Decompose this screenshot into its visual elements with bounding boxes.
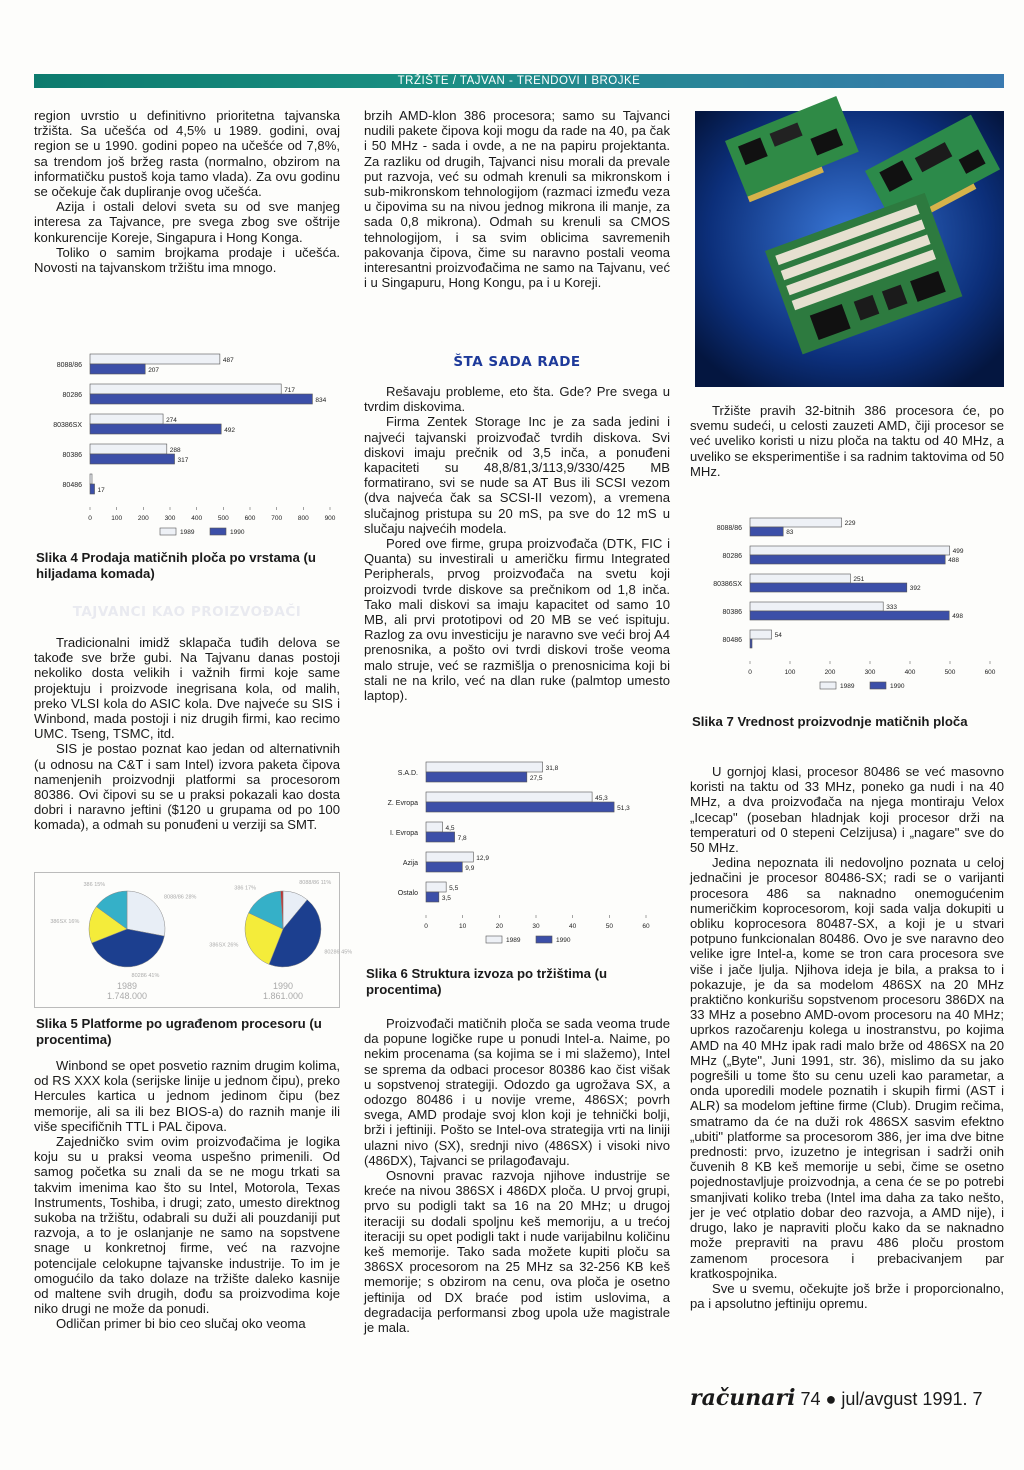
paragraph: Odličan primer bi bio ceo slučaj oko veoma [56, 1316, 306, 1332]
bar-value-label: 31,8 [545, 765, 559, 772]
bar-value-label: 7,8 [457, 835, 467, 842]
paragraph: Osnovni pravac razvoja njihove industrije se kreće na nivou 386SX i 486DX ploča. U prvoj grupi, prvo su podigli takt sa 16 na 20 MHz; u drugoj iteraciji su dodali spoljnu keš memoriju, a u trećoj iteraciji su opet podigli takt i nude varijabilnu količinu keš memorije. Tako sada možete kupiti ploču sa 386SX procesorom na 25 MHz sa 32-256 KB keš memorije; s obzirom na cenu, ova ploča je osetno jeftinija od DX braće pod istim uslovima, a degradacija performansi zbog upola uže magistrale je mala. [364, 1168, 670, 1336]
category-label: Ostalo [397, 890, 418, 897]
col2-mid-text [364, 384, 670, 703]
x-tick-label: 200 [137, 515, 149, 522]
bar-1990 [90, 454, 175, 464]
bar-value-label: 229 [844, 520, 856, 527]
pie-total-label: 1.748.000 [106, 991, 148, 1001]
category-label: 80386SX [53, 422, 82, 429]
bar-1989 [90, 414, 163, 424]
legend-label-1990: 1990 [230, 529, 245, 536]
category-label: 80486 [62, 482, 82, 489]
bar-value-label: 27,5 [529, 775, 543, 782]
paragraph: Sve u svemu, očekujte još brže i proporcionalno, pa i apsolutno jeftiniju opremu. [690, 1280, 1004, 1312]
bar-value-label: 498 [952, 613, 964, 620]
category-label: Azija [402, 860, 418, 867]
legend-swatch-1990 [870, 682, 886, 689]
x-tick-label: 500 [944, 669, 956, 676]
legend-swatch-1990 [536, 936, 552, 943]
legend-label-1989: 1989 [506, 937, 521, 944]
bar-value-label: 717 [284, 387, 296, 394]
x-tick-label: 10 [459, 923, 467, 930]
bar-1990 [750, 639, 752, 648]
bar-1989 [750, 574, 850, 583]
motherboard-photo [695, 111, 1004, 387]
pie-slice-label: 386SX 16% [50, 918, 80, 925]
paragraph: Tradicionalni imidž sklapača tuđih delova se takođe sve brže gubi. Na Tajvanu danas postoji nekoliko dosta velikih i važnih firmi koje same projektuju i proizvode inegrisana kola, od malih, preko VLSI kola do ASIC kola. Dve najveće su SIS i Winbond, mada postoji i niz drugih firmi, kao recimo UMC. Tseng, TSMC, itd. [34, 635, 340, 742]
paragraph: Zajedničko svim ovim proizvođačima je logika koju su u praksi veoma uspešno primenili. Od samog početka su znali da se ne mogu trkati sa takvim imenima kao što su Intel, Motorola, Texas Instruments, Toshiba, i drugi; zato, umesto direktnog sukoba na tržištu, odabrali su duži ali pouzdaniji put razvoja, a to je oslanjanje ne samo na sopstvene snage u konkretnoj firme, već na razvojne potencijale celokupne tajvanske industrije. To im je omogućilo da tako dolaze na tržište daleko kasnije od maltene svih drugih, dođu sa proizvodima koje niko drugi ne može da ponudi. [34, 1134, 340, 1317]
bar-value-label: 288 [169, 447, 181, 454]
paragraph: Winbond se opet posvetio raznim drugim kolima, od RS XXX kola (serijske linije u jednom čipu), preko Hercules kartica u jednom jedinom čipu (bez memorije, ali sa ili bez BIOS-a) do raznih manje ili više specifičnih TTL i PAL čipova. [34, 1058, 340, 1134]
bar-1989 [90, 474, 92, 484]
bar-1990 [750, 555, 945, 564]
bar-1989 [426, 822, 443, 832]
x-tick-label: 0 [748, 669, 752, 676]
paragraph: region uvrstio u definitivno prioritetna tajvanska tržišta. Sa učešća od 4,5% u 1989. godini, ovaj region se u 1990. godini popeo na učešće od 7,8%, sa trendom još bržeg rasta (normalno, obzirom na informatičku pustoš koja tamo vlada). Za ovu godinu se očekuje čak dupliranje ovog učešća. [34, 108, 340, 200]
paragraph: SIS je postao poznat kao jedan od alternativnih (u odnosu na C&T i sam Intel) izvora paketa čipova namenjenih proizvodnji platformi sa procesorom 80386. Ovi čipovi su se u praksi pokazali kao dosta dobri i naravno jeftini ($120 u grupama od po 100 komada), a odmah su ponuđeni u verziji sa SMT. [34, 741, 340, 833]
legend-swatch-1989 [820, 682, 836, 689]
bar-value-label: 5,5 [449, 885, 459, 892]
bar-1990 [750, 611, 949, 620]
bar-1990 [90, 394, 312, 404]
bar-1989 [426, 762, 543, 772]
pie-total-label: 1.861.000 [262, 991, 304, 1001]
category-label: Z. Evropa [387, 800, 418, 807]
bar-1990 [90, 484, 95, 494]
issue-date: jul/avgust 1991. [841, 1389, 968, 1409]
x-tick-label: 300 [864, 669, 876, 676]
bar-1990 [426, 802, 614, 812]
legend-swatch-1990 [210, 528, 226, 535]
pie-slice-label: 80286 41% [131, 972, 160, 979]
category-label: 80486 [722, 637, 742, 644]
header-title: TRŽIŠTE / TAJVAN - TRENDOVI I BROJKE [397, 75, 641, 87]
section-header-bar [34, 74, 1004, 88]
bar-1989 [426, 882, 446, 892]
bar-1989 [426, 792, 592, 802]
x-tick-label: 400 [191, 515, 203, 522]
bar-value-label: 834 [315, 397, 327, 404]
paragraph: Toliko o samim brojkama prodaje i učešća. Novosti na tajvanskom tržištu ima mnogo. [34, 244, 340, 276]
bar-1990 [426, 832, 455, 842]
bar-1990 [90, 364, 145, 374]
col3-top-text [690, 403, 1004, 479]
bar-value-label: 488 [948, 557, 960, 564]
pie-year-label: 1989 [116, 981, 138, 991]
pie-slice-label: 386SX 26% [209, 942, 239, 949]
paragraph: Rešavaju probleme, eto šta. Gde? Pre svega u tvrdim diskovima. [364, 384, 670, 415]
bar-1989 [750, 518, 842, 527]
slika4-caption: Slika 4 Prodaja matičnih ploča po vrstama (u hiljadama komada) [36, 550, 316, 581]
slika7-caption: Slika 7 Vrednost proizvodnje matičnih ploča [692, 714, 968, 729]
bar-value-label: 487 [222, 357, 234, 364]
paragraph: Jedina nepoznata ili nedovoljno poznata u celoj jednačini je procesor 80486-SX; radi se o varijanti procesora 486 sa naknadno onemogućenim numeričkim koprocesorom, koji sada valja dokupiti u obliku koprocesora 80487-SX, a koji je u stvari potpuno funkcionalan 80486. Ovo je sve naravno deo velike igre Intel-a, kome se tron cara procesora sve više i jače ljulja. Njihova ideja je bila, a praksa to i pokazuje, je da sa modelom 486SX na 20 MHz praktično konkurišu sopstvenom procesoru 386DX na 33 MHz a posebno AMD-ovom procesoru na 40 MHz; uprkos razočarenju kolega u inostranstvu, po kojima AMD na 40 MHz ipak radi malo brže od 486SX na 20 MHz („Byte", Juni 1991, str. 36), mislimo da su jako pogrešili u tome što su cenu uzeli kao parametar, a onda uporedili modele poznatih i skupih firmi (AST i ALR) sa modelom jeftine firme (Club). Drugim rečima, smatramo da će na duži rok 486SX sasvim efektno „ubiti" platforme sa procesorom 386, jer ima dve bitne prednosti: prvo, izuzetno je integrisan i sadrži onih čuvenih 8 KB keš memorije u sebi, čime se osetno pojednostavljuje proizvodnja, a cena će se po potrebi smanjivati koliko treba (Intel ima daha za tako nešto, jer je već otplatio dobar deo razvoja, a AMD nije), i drugo, lako je napraviti ploču kako da se naknadno može prepraviti na pravu 486 ploču prostom zamenom procesora i prebacivanjem par kratkospojnika. [690, 855, 1004, 1281]
bar-1989 [750, 546, 950, 555]
x-tick-label: 50 [605, 923, 613, 930]
magazine-brand: računari [690, 1385, 796, 1411]
paragraph: Pored ove firme, grupa proizvođača (DTK, FIC i Quanta) su investirali u američku firmu Integrated Peripherals, prvog proizvođača na svetu koji proizvodi tvrde diskove sa prečnikom od 1,8 inča. Tako mali diskovi sa imaju kapacitet od samo 10 MB, ali prvi prototipovi od 20 MB se već ispituju. Razlog za ovu investiciju je naravno sve veći broj A4 prenosnika, a pošto ovi tvrdi diskovi troše veoma malo struje, već se razmišlja o prenosnicima koji bi stali ne na krilo, već na dlan ruke (palmtop umesto laptop). [364, 536, 670, 704]
bar-1989 [426, 852, 473, 862]
paragraph: U gornjoj klasi, procesor 80486 se već masovno koristi na taktu od 33 MHz, poneko ga nudi i na 40 MHz, a dva proizvođača na njega montiraju Velox „Icecap" (poseban hladnjak koji procesor drži na temperaturi od 0 stepeni Celzijusa) i „nagare" sve do 50 MHz. [690, 764, 1004, 856]
bar-1990 [426, 862, 462, 872]
slika7-bar-chart [690, 510, 1004, 700]
pie-slice-label: 80286 45% [324, 949, 353, 956]
bar-value-label: 274 [166, 417, 177, 424]
bar-value-label: 392 [909, 585, 921, 592]
bar-value-label: 207 [148, 367, 160, 374]
section-heading-sta-sada-rade: ŠTA SADA RADE [453, 354, 581, 370]
bar-1990 [426, 892, 439, 902]
bar-value-label: 499 [952, 548, 964, 555]
pie-slice-label: 386 15% [83, 882, 106, 889]
x-tick-label: 700 [271, 515, 283, 522]
bar-value-label: 45,3 [595, 795, 608, 802]
slika5-caption: Slika 5 Platforme po ugrađenom procesoru (u procentima) [36, 1016, 322, 1047]
bar-value-label: 3,5 [441, 895, 451, 902]
x-tick-label: 100 [111, 515, 123, 522]
x-tick-label: 300 [164, 515, 176, 522]
x-tick-label: 500 [217, 515, 229, 522]
bar-1989 [750, 630, 772, 639]
category-label: S.A.D. [397, 770, 418, 777]
x-tick-label: 0 [88, 515, 92, 522]
bar-value-label: 251 [853, 576, 865, 583]
col1-mid-text [34, 635, 340, 833]
x-tick-label: 900 [324, 515, 336, 522]
col1-bottom-text [34, 1058, 340, 1332]
page-number: 7 [972, 1389, 983, 1409]
paragraph: brzih AMD-klon 386 procesora; samo su Tajvanci nudili pakete čipova koji mogu da rade na 40, pa čak i 50 MHz - sada i ovde, a ne na papiru projektanta. Za razliku od drugih, Tajvanci nisu morali da prevale put razvoja, već su odmah krenuli sa mikronskom i sub-mikronskom tehnologijom (razmaci između veza u čipovima su na nivou jednog mikrona ili manje, za sada 0,8 mikrona). Odmah su krenuli sa CMOS tehnologijom, i sa svim oblicima savremenih pakovanja čipova, čime su naravno postali veoma interesantni proizvođačima ne samo na Tajvanu, već i u Singapuru, Hong Kongu, pa i u Koreji. [364, 108, 670, 291]
bar-1989 [750, 602, 883, 611]
bar-value-label: 317 [177, 457, 189, 464]
paragraph: Tržište pravih 32-bitnih 386 procesora će, po svemu sudeći, u celosti zauzeti AMD, čiji procesor se već uveliko koristi u nizu ploča na taktu od 40 MHz, a uveliko se eksperimentiše i sa radnim taktovima od 50 MHz. [690, 403, 1004, 479]
paragraph: Proizvođači matičnih ploča se sada veoma trude da popune logičke rupe u ponudi Intel-a. Naime, po nekim procenama (sa kojima se i mi slažemo), Intel se sprema da odbaci procesor 80386 kao čist višak u sopstvenoj strategiji. Odozdo ga ugrožava SX, a odozgo 80486 i u novije vreme, 486SX; povrh svega, AMD prodaje svoj klon koji je tehnički bolji, brži i jeftiniji. Pošto se Intel-ova strategija vrti na liniji ulazni nivo (SX), srednji nivo (486SX) i visoki nivo (486DX), Tajvanci se prilagođavaju. [364, 1016, 670, 1168]
x-tick-label: 60 [642, 923, 650, 930]
bar-value-label: 54 [774, 632, 782, 639]
x-tick-label: 600 [244, 515, 256, 522]
slika5-pie-charts [34, 872, 353, 1008]
legend-swatch-1989 [160, 528, 176, 535]
x-tick-label: 800 [297, 515, 309, 522]
slika6-bar-chart [364, 752, 670, 942]
bar-1989 [90, 444, 167, 454]
x-tick-label: 40 [569, 923, 577, 930]
slika6-caption: Slika 6 Struktura izvoza po tržištima (u procentima) [366, 966, 608, 997]
paragraph: Firma Zentek Storage Inc je za sada jedini i najveći tajvanski proizvođač tvrdih diskova. Svi diskovi imaju prečnik od 3,5 inča, a ponuđeni kapaciteti su 48,8/81,3/113,9/330/425 MB formatirano, svi se nude sa AT Bus ili SCSI vezom (dva najveća čak sa SCSI-II vezom), a vremena slučajnog pristupa su 20 mS, pa sve do 12 mS u slučaju najvećih modela. [364, 414, 670, 536]
x-tick-label: 20 [495, 923, 503, 930]
x-tick-label: 200 [824, 669, 836, 676]
slika4-bar-chart [34, 348, 340, 538]
col3-bottom-text [690, 764, 1004, 1311]
legend-label-1989: 1989 [180, 529, 195, 536]
bar-value-label: 492 [224, 427, 236, 434]
category-label: 8088/86 [716, 525, 742, 532]
col2-top-text [364, 108, 670, 290]
bullet-separator: ● [825, 1389, 837, 1409]
bar-1990 [426, 772, 527, 782]
category-label: 8088/86 [56, 362, 82, 369]
issue-number: 74 [800, 1389, 821, 1409]
x-tick-label: 100 [784, 669, 796, 676]
col1-top-text [34, 108, 340, 275]
x-tick-label: 400 [904, 669, 916, 676]
legend-label-1990: 1990 [556, 937, 571, 944]
bar-1990 [90, 424, 221, 434]
bar-value-label: 17 [97, 487, 105, 494]
category-label: 80386 [722, 609, 742, 616]
pie-slice [127, 891, 165, 936]
section-heading-tajvanci: TAJVANCI KAO PROIZVOĐAČI [72, 604, 302, 620]
category-label: 80286 [62, 392, 82, 399]
col2-bottom-text [364, 1016, 670, 1335]
bar-value-label: 333 [886, 604, 898, 611]
bar-value-label: 12,9 [476, 855, 489, 862]
bar-value-label: 9,9 [465, 865, 475, 872]
bar-1990 [750, 527, 783, 536]
legend-label-1989: 1989 [840, 683, 855, 690]
pie-slice-label: 386 17% [234, 885, 257, 892]
category-label: 80286 [722, 553, 742, 560]
x-tick-label: 0 [424, 923, 428, 930]
bar-value-label: 51,3 [617, 805, 630, 812]
x-tick-label: 600 [984, 669, 996, 676]
legend-label-1990: 1990 [890, 683, 905, 690]
category-label: 80386SX [713, 581, 742, 588]
pie-year-label: 1990 [272, 981, 294, 991]
bar-1989 [90, 384, 281, 394]
x-tick-label: 30 [532, 923, 540, 930]
category-label: I. Evropa [389, 830, 418, 837]
bar-1990 [750, 583, 907, 592]
legend-swatch-1989 [486, 936, 502, 943]
page-footer [690, 1385, 1004, 1411]
paragraph: Azija i ostali delovi sveta su od sve manjeg interesa za Tajvance, pre svega zbog sve oštrije konkurencije Koreje, Singapura i Hong Konga. [34, 199, 340, 245]
category-label: 80386 [62, 452, 82, 459]
bar-1989 [90, 354, 220, 364]
pie-slice-label: 8088/86 28% [163, 894, 197, 901]
pie-slice-label: 8088/86 11% [299, 879, 332, 886]
bar-value-label: 83 [786, 529, 794, 536]
motherboard-photo-graphic [695, 111, 1004, 387]
bar-value-label: 4,5 [445, 825, 455, 832]
